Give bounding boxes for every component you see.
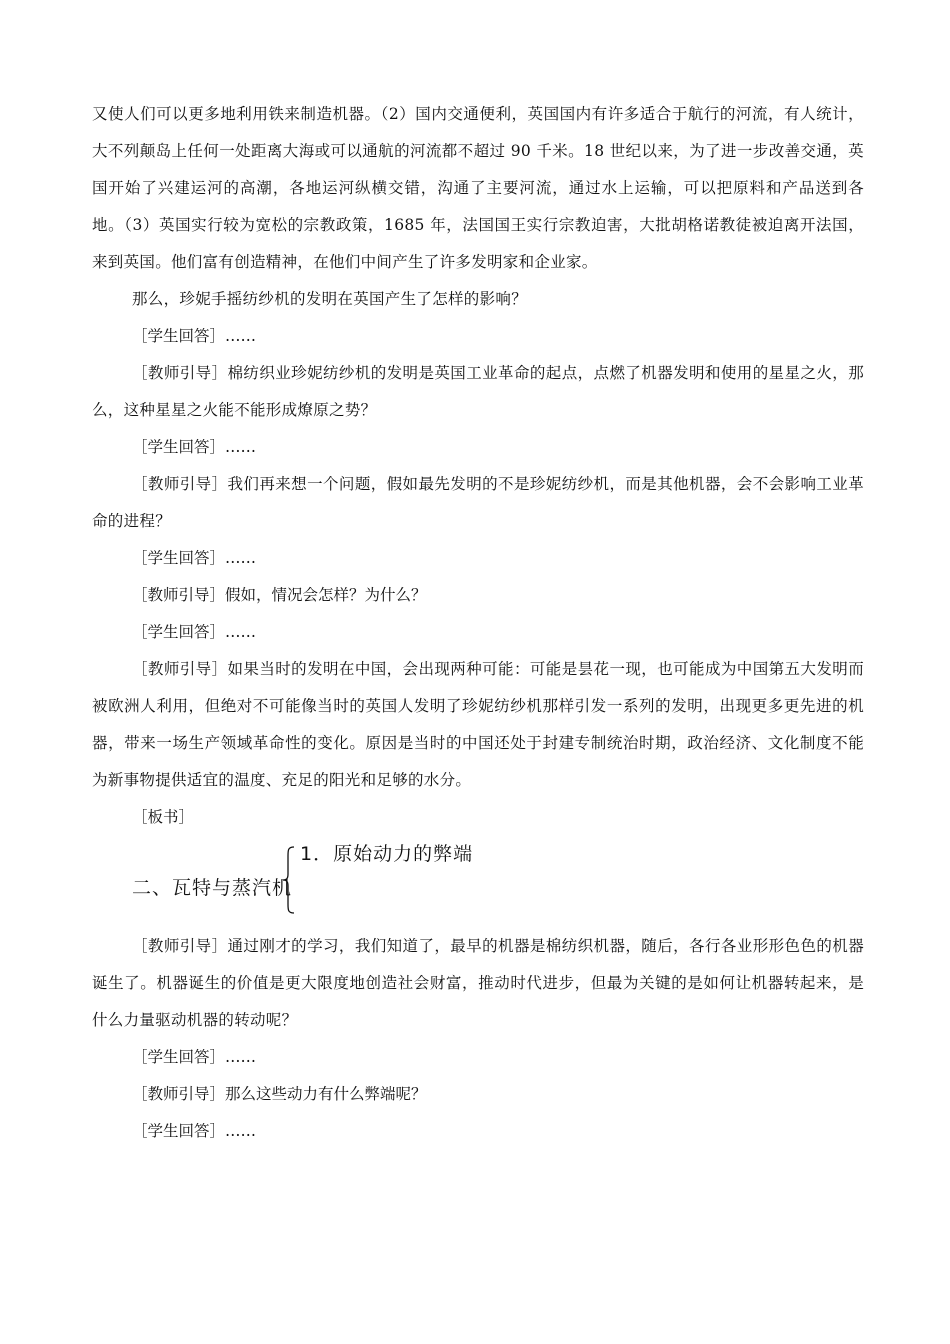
document-page <box>92 96 864 1150</box>
teacher-guide-line: ［教师引导］那么这些动力有什么弊端呢？ <box>132 1085 427 1103</box>
left-brace-icon <box>282 846 296 914</box>
teacher-guide-paragraph: ［教师引导］通过刚才的学习，我们知道了，最早的机器是棉纺织机器，随后，各行各业形形色色的机器诞生了。机器诞生的价值是更大限度地创造社会财富，推动时代进步，但最为关键的是如何让机器转起来，是什么力量驱动机器的转动呢？ <box>92 937 864 1029</box>
outline-item: 1．原始动力的弊端 <box>300 843 474 865</box>
teacher-guide-paragraph: ［教师引导］如果当时的发明在中国，会出现两种可能：可能是昙花一现，也可能成为中国第五大发明而被欧洲人利用，但绝对不可能像当时的英国人发明了珍妮纺纱机那样引发一系列的发明，出现更多更先进的机器，带来一场生产领域革命性的变化。原因是当时的中国还处于封建专制统治时期，政治经济、文化制度不能为新事物提供适宜的温度、充足的阳光和足够的水分。 <box>92 660 864 789</box>
student-answer: ［学生回答］…… <box>132 438 257 456</box>
section-title: 二、瓦特与蒸汽机 <box>132 877 293 899</box>
question-paragraph: 那么，珍妮手摇纺纱机的发明在英国产生了怎样的影响？ <box>132 290 528 308</box>
student-answer: ［学生回答］…… <box>132 1048 257 1066</box>
student-answer: ［学生回答］…… <box>132 327 257 345</box>
teacher-guide-line: ［教师引导］假如，情况会怎样？为什么？ <box>132 586 427 604</box>
paragraph-continuation: 又使人们可以更多地利用铁来制造机器。（2）国内交通便利，英国国内有许多适合于航行的河流，有人统计，大不列颠岛上任何一处距离大海或可以通航的河流都不超过 90 千米。18 世纪以来，为了进一步改善交通，英国开始了兴建运河的高潮，各地运河纵横交错，沟通了主要河流，通过水上运输，可以把原料和产品送到各地。（3）英国实行较为宽松的宗教政策，1685 年，法国国王实行宗教迫害，大批胡格诺教徒被迫离开法国，来到英国。他们富有创造精神，在他们中间产生了许多发明家和企业家。 <box>92 105 864 271</box>
teacher-guide-paragraph: ［教师引导］我们再来想一个问题，假如最先发明的不是珍妮纺纱机，而是其他机器，会不会影响工业革命的进程？ <box>92 475 864 530</box>
blackboard-outline <box>92 840 864 928</box>
student-answer: ［学生回答］…… <box>132 549 257 567</box>
blackboard-label: ［板书］ <box>132 808 195 826</box>
student-answer: ［学生回答］…… <box>132 623 257 641</box>
student-answer: ［学生回答］…… <box>132 1122 257 1140</box>
teacher-guide-paragraph: ［教师引导］棉纺织业珍妮纺纱机的发明是英国工业革命的起点，点燃了机器发明和使用的星星之火，那么，这种星星之火能不能形成燎原之势？ <box>92 364 864 419</box>
